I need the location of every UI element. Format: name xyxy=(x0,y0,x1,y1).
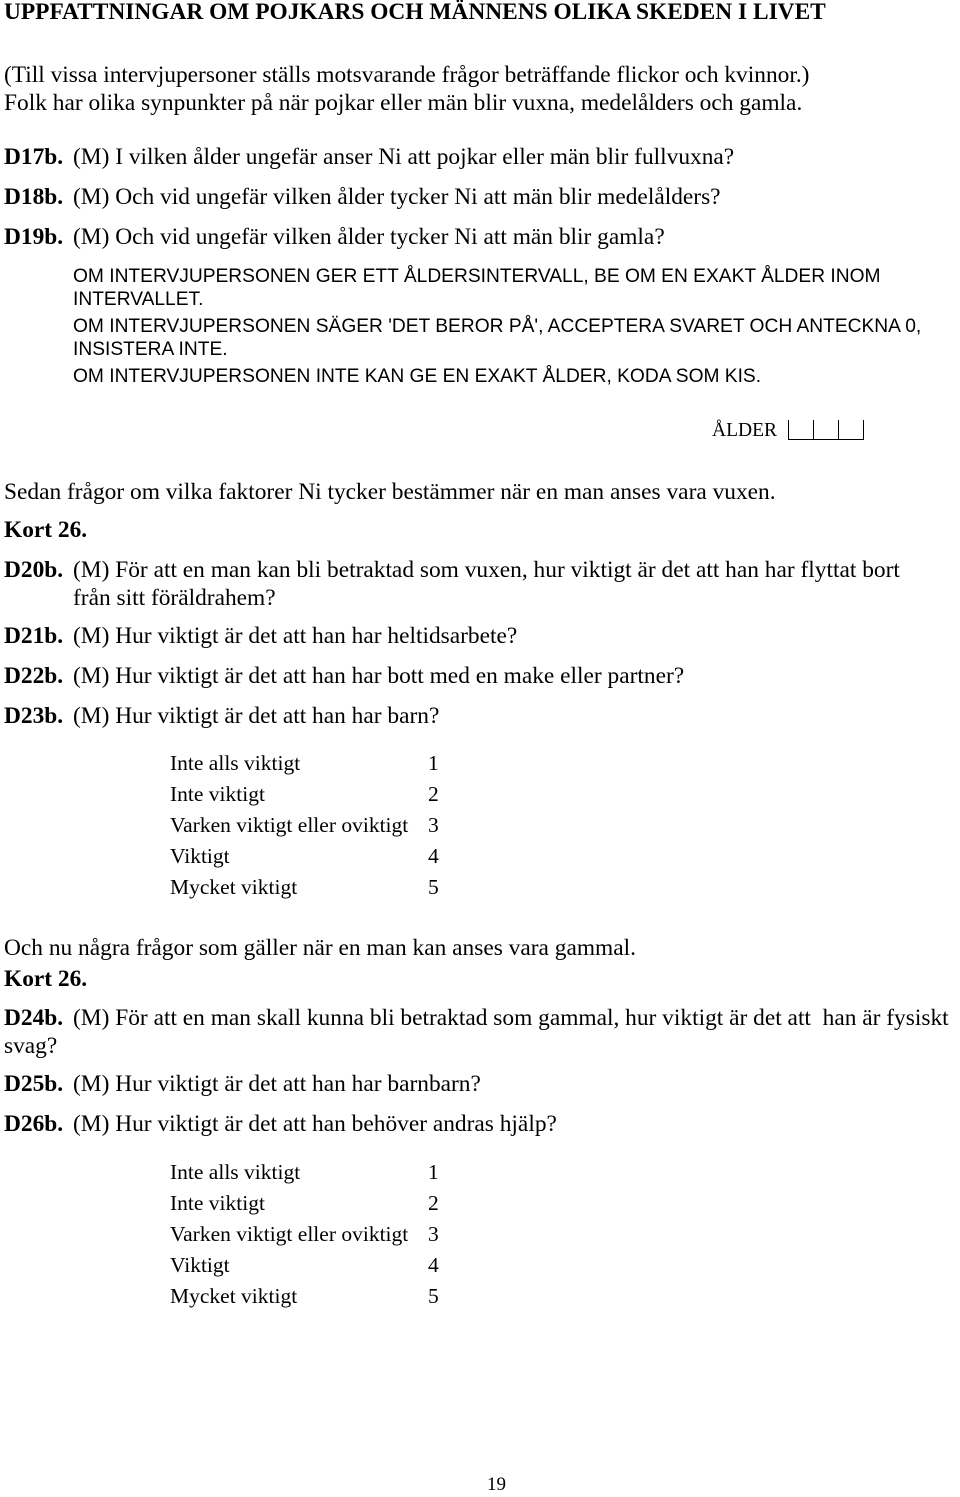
question-text: (M) Och vid ungefär vilken ålder tycker Ni att män blir gamla? xyxy=(73,224,665,250)
question-id: D17b. xyxy=(4,144,64,170)
scale-option-code: 4 xyxy=(428,844,439,868)
scale-option-code: 3 xyxy=(428,1222,439,1246)
card-reference: Kort 26. xyxy=(4,966,88,992)
card-reference: Kort 26. xyxy=(4,517,88,543)
question-d22b xyxy=(0,662,960,690)
section-lead-old: Och nu några frågor som gäller när en man kan anses vara gammal. xyxy=(4,935,636,961)
age-digit-box xyxy=(813,420,838,440)
scale-option xyxy=(0,1190,960,1216)
scale-option-label: Inte viktigt xyxy=(170,782,265,806)
question-text: (M) För att en man kan bli betraktad som vuxen, hur viktigt är det att han har flyttat bort xyxy=(73,557,900,583)
question-id: D23b. xyxy=(4,703,64,729)
scale-option xyxy=(0,843,960,869)
question-d18b xyxy=(0,183,960,211)
interviewer-instruction: INTERVALLET. xyxy=(73,289,204,310)
intro-note: (Till vissa intervjupersoner ställs motsvarande frågor beträffande flickor och kvinnor.) xyxy=(4,62,810,88)
age-digit-box xyxy=(838,420,864,440)
scale-option-label: Inte alls viktigt xyxy=(170,1160,301,1184)
age-digit-box xyxy=(788,420,813,440)
question-text: (M) Hur viktigt är det att han har bott med en make eller partner? xyxy=(73,663,685,689)
question-d21b xyxy=(0,622,960,650)
question-id: D24b. xyxy=(4,1005,64,1031)
interviewer-instruction: OM INTERVJUPERSONEN SÄGER 'DET BEROR PÅ', ACCEPTERA SVARET OCH ANTECKNA 0, xyxy=(73,316,922,337)
question-text: (M) Hur viktigt är det att han behöver andras hjälp? xyxy=(73,1111,557,1137)
question-id: D22b. xyxy=(4,663,64,689)
question-text: (M) Hur viktigt är det att han har heltidsarbete? xyxy=(73,623,518,649)
scale-option-label: Varken viktigt eller oviktigt xyxy=(170,813,409,837)
scale-option xyxy=(0,1159,960,1185)
scale-option-label: Mycket viktigt xyxy=(170,1284,298,1308)
scale-option-code: 1 xyxy=(428,1160,439,1184)
question-id: D25b. xyxy=(4,1071,64,1097)
page-number: 19 xyxy=(487,1474,506,1495)
question-d17b xyxy=(0,143,960,171)
age-answer-boxes xyxy=(788,420,864,440)
scale-option-label: Viktigt xyxy=(170,1253,230,1277)
question-d23b xyxy=(0,702,960,730)
scale-option xyxy=(0,1283,960,1309)
section-lead-adult: Sedan frågor om vilka faktorer Ni tycker bestämmer när en man anses vara vuxen. xyxy=(4,479,776,505)
question-d24b xyxy=(0,1004,960,1032)
scale-option-code: 4 xyxy=(428,1253,439,1277)
interviewer-instruction: INSISTERA INTE. xyxy=(73,339,228,360)
question-text: (M) För att en man skall kunna bli betraktad som gammal, hur viktigt är det att han är fysiskt xyxy=(73,1005,949,1031)
scale-option-code: 2 xyxy=(428,782,439,806)
question-d20b xyxy=(0,556,960,584)
interviewer-instruction: OM INTERVJUPERSONEN GER ETT ÅLDERSINTERVALL, BE OM EN EXAKT ÅLDER INOM xyxy=(73,266,881,287)
question-text-continued: svag? xyxy=(4,1033,58,1059)
scale-option xyxy=(0,1252,960,1278)
scale-option xyxy=(0,812,960,838)
question-d26b xyxy=(0,1110,960,1138)
question-text: (M) Hur viktigt är det att han har barn? xyxy=(73,703,440,729)
scale-option-label: Varken viktigt eller oviktigt xyxy=(170,1222,409,1246)
question-text: (M) I vilken ålder ungefär anser Ni att pojkar eller män blir fullvuxna? xyxy=(73,144,735,170)
interviewer-instruction: OM INTERVJUPERSONEN INTE KAN GE EN EXAKT ÅLDER, KODA SOM KIS. xyxy=(73,366,762,387)
page-title: UPPFATTNINGAR OM POJKARS OCH MÄNNENS OLIKA SKEDEN I LIVET xyxy=(4,0,826,25)
question-text: (M) Hur viktigt är det att han har barnbarn? xyxy=(73,1071,481,1097)
question-id: D19b. xyxy=(4,224,64,250)
question-text: (M) Och vid ungefär vilken ålder tycker Ni att män blir medelålders? xyxy=(73,184,721,210)
age-answer-field xyxy=(712,419,864,443)
scale-option xyxy=(0,781,960,807)
scale-option-label: Mycket viktigt xyxy=(170,875,298,899)
scale-option-code: 5 xyxy=(428,1284,439,1308)
scale-option xyxy=(0,1221,960,1247)
question-id: D21b. xyxy=(4,623,64,649)
question-d25b xyxy=(0,1070,960,1098)
scale-option-label: Viktigt xyxy=(170,844,230,868)
scale-option-label: Inte alls viktigt xyxy=(170,751,301,775)
scale-option-code: 2 xyxy=(428,1191,439,1215)
age-label: ÅLDER xyxy=(712,420,777,441)
scale-option xyxy=(0,874,960,900)
question-id: D18b. xyxy=(4,184,64,210)
scale-option-code: 3 xyxy=(428,813,439,837)
question-text-continued: från sitt föräldrahem? xyxy=(73,585,276,611)
scale-option-label: Inte viktigt xyxy=(170,1191,265,1215)
scale-option-code: 1 xyxy=(428,751,439,775)
scale-option xyxy=(0,750,960,776)
scale-option-code: 5 xyxy=(428,875,439,899)
question-d19b xyxy=(0,223,960,251)
question-id: D20b. xyxy=(4,557,64,583)
intro-text: Folk har olika synpunkter på när pojkar eller män blir vuxna, medelålders och gamla. xyxy=(4,90,803,116)
question-id: D26b. xyxy=(4,1111,64,1137)
